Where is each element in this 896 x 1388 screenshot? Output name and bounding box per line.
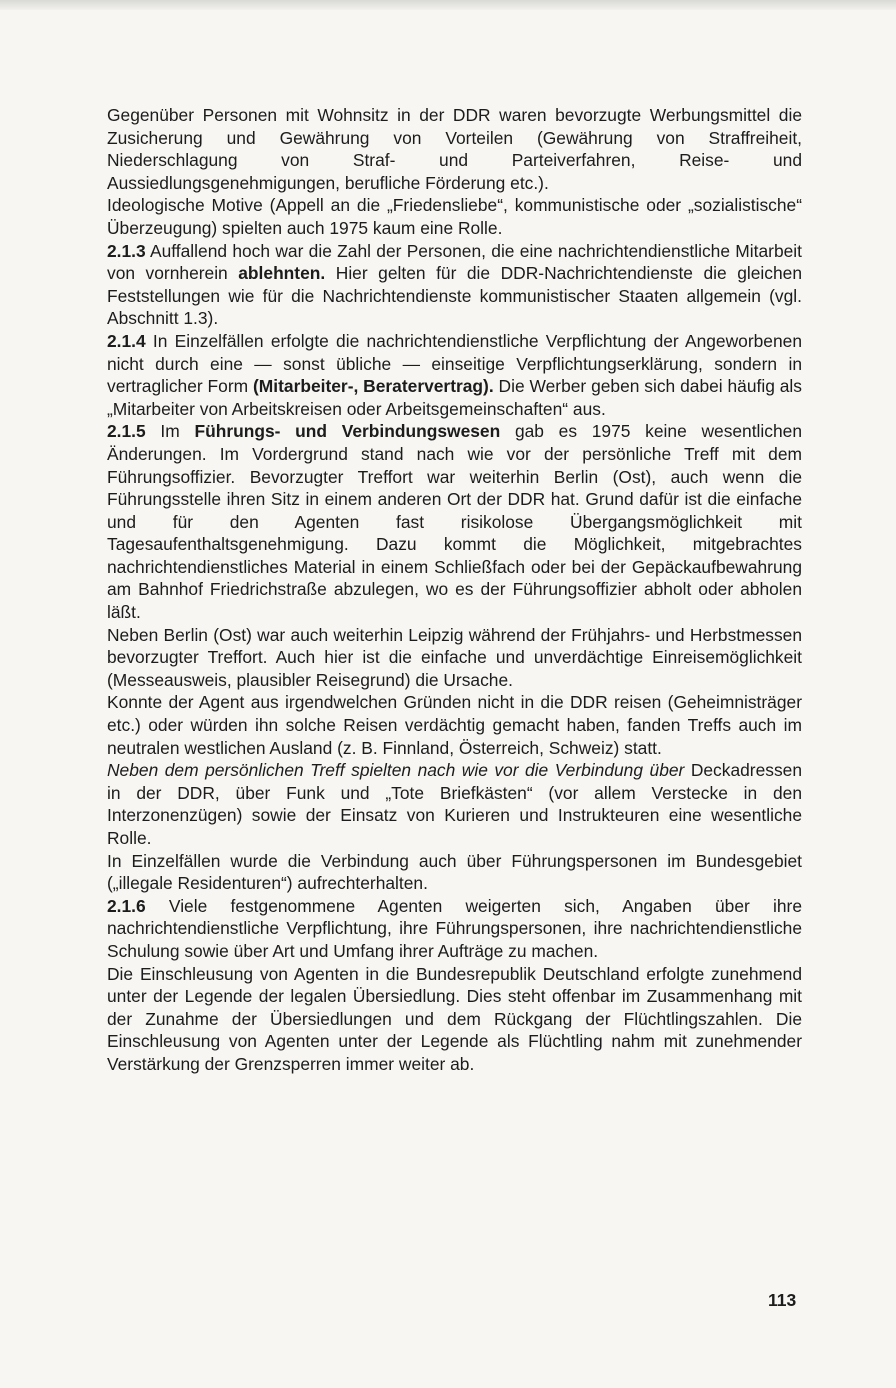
page-number: 113 (768, 1290, 797, 1310)
text-run: Deckadressen in der DDR, über Funk und „Tote Briefkästen“ (vor allem Verstecke in den Interzonenzügen) sowie der Einsatz von Kurieren und Instrukteuren eine wesentliche Rolle. (107, 760, 802, 848)
section-number: 2.1.6 (107, 895, 146, 916)
text-run: Auffallend hoch war die Zahl der Personen, die eine nachrichtendienstliche Mitarbeit von vornherein (107, 240, 802, 284)
bold-text: (Mitarbeiter-, Beratervertrag). (253, 376, 494, 397)
section-2-1-6 (107, 895, 802, 963)
paragraph: In Einzelfällen wurde die Verbindung auch über Führungspersonen im Bundesgebiet („illegale Residenturen“) aufrechterhalten. (107, 850, 802, 894)
paragraph: Ideologische Motive (Appell an die „Friedensliebe“, kommunistische oder „sozialistische“ Überzeugung) spielten auch 1975 kaum eine Rolle. (107, 195, 802, 238)
section-number: 2.1.3 (107, 240, 146, 261)
text-run: Viele festgenommene Agenten weigerten sich, Angaben über ihre nachrichtendienstliche Verpflichtung, ihre Führungspersonen, ihre nachrichtendienstliche Schulung sowie über Art und Umfang ihrer Aufträge zu machen. (107, 895, 802, 961)
paragraph: Konnte der Agent aus irgendwelchen Gründen nicht in die DDR reisen (Geheimnisträger etc.) oder würden ihn solche Reisen verdächtig gemacht haben, fanden Treffs auch im neutralen westlichen Ausland (z. B. Finnland, Österreich, Schweiz) statt. (107, 692, 802, 758)
section-2-1-5 (107, 420, 802, 623)
text-run: In Einzelfällen erfolgte die nachrichtendienstliche Verpflichtung der Angeworbenen nicht durch eine — sonst übliche — einseitige Verpflichtungserklärung, sondern in vertraglicher Form (107, 330, 802, 397)
paragraph: Die Einschleusung von Agenten in die Bundesrepublik Deutschland erfolgte zunehmend unter der Legende der legalen Übersiedlung. Dies steht offenbar im Zusammenhang mit der Zunahme der Übersiedlungen und dem Rückgang der Flüchtlingszahlen. Die Einschleusung von Agenten unter der Legende als Flüchtling nahm mit zunehmender Verstärkung der Grenzsperren immer weiter ab. (107, 963, 802, 1074)
text-run: Im (145, 421, 195, 442)
document-body (107, 104, 802, 1076)
text-run: Hier gelten für die DDR-Nachrichtendienste die gleichen Feststellungen wie für die Nachrichtendienste kommunistischer Staaten allgemein (vgl. Abschnitt 1.3). (107, 263, 802, 329)
section-number: 2.1.4 (107, 330, 146, 351)
paragraph: Neben Berlin (Ost) war auch weiterhin Leipzig während der Frühjahrs- und Herbstmessen bevorzugter Treffort. Auch hier ist die einfache und unverdächtige Einreisemöglichkeit (Messeausweis, plausibler Reisegrund) die Ursache. (107, 624, 802, 690)
text-run: gab es 1975 keine wesentlichen Änderungen. Im Vordergrund stand nach wie vor der persönliche Treff mit dem Führungsoffizier. Bevorzugter Treffort war weiterhin Berlin (Ost), auch wenn die Führungsstelle ihren Sitz in einem anderen Ort der DDR hat. Grund dafür ist die einfache und für den Agenten fast risikolose Übergangsmöglichkeit mit Tagesaufenthaltsgenehmigung. Dazu kommt die Möglichkeit, mitgebrachtes nachrichtendienstliches Material in einem Schließfach oder bei der Gepäckaufbewahrung am Bahnhof Friedrichstraße abzulegen, wo es der Führungsoffizier abholt oder abholen läßt. (107, 421, 802, 623)
paragraph: Gegenüber Personen mit Wohnsitz in der DDR waren bevorzugte Werbungsmittel die Zusicherung und Gewährung von Vorteilen (Gewährung von Straffreiheit, Niederschlagung von Straf- und Parteiverfahren, Reise- und Aussiedlungsgenehmigungen, berufliche Förderung etc.). (107, 105, 802, 193)
italic-text: Neben dem persönlichen Treff spielten nach wie vor die Verbindung über (107, 760, 685, 781)
section-number: 2.1.5 (107, 421, 146, 442)
bold-text: Führungs- und Verbindungswesen (194, 421, 501, 442)
section-2-1-3 (107, 240, 802, 330)
text-run: Die Werber geben sich dabei häufig als „Mitarbeiter von Arbeitskreisen oder Arbeitsgemeinschaften“ aus. (107, 376, 802, 419)
page-edge (0, 0, 896, 10)
paragraph (107, 759, 802, 849)
section-2-1-4 (107, 330, 802, 420)
bold-text: ablehnten. (238, 263, 326, 284)
